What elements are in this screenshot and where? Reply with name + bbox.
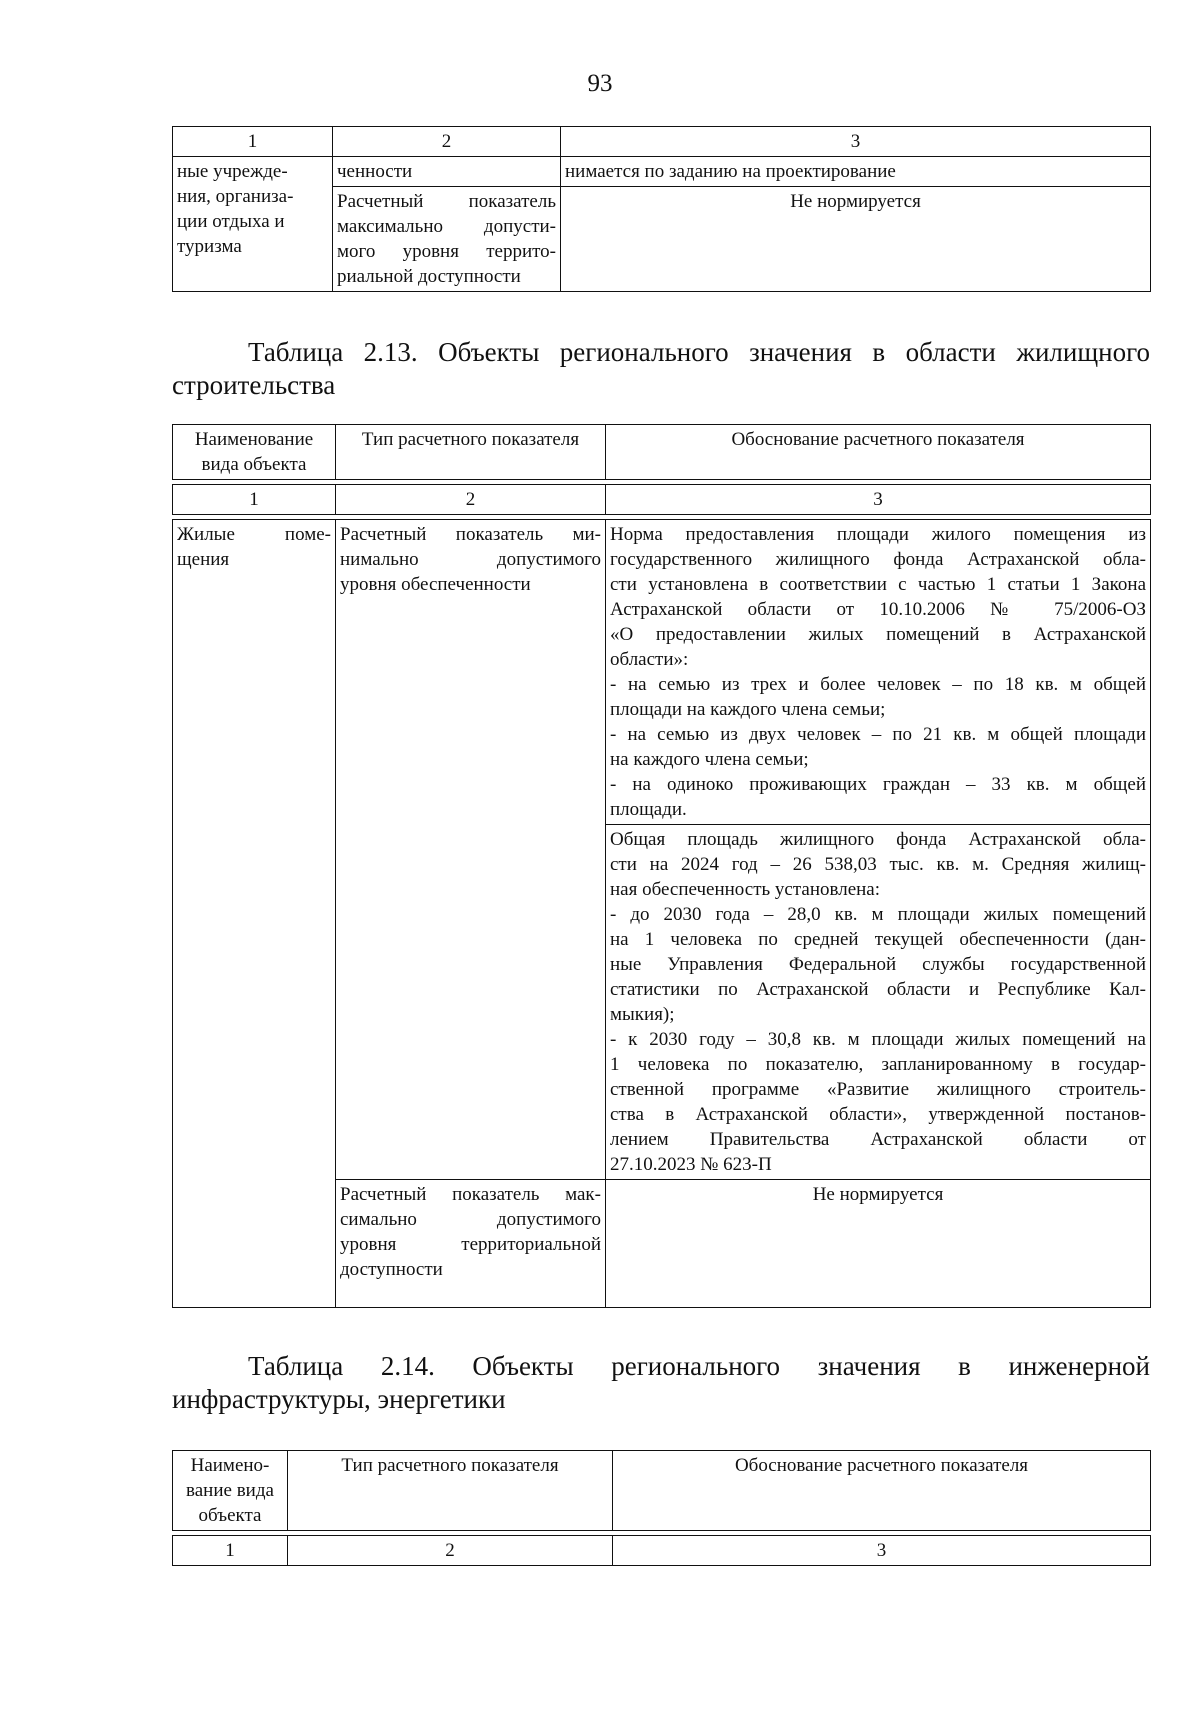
text-line: риальной доступности [337,266,521,287]
text-line: лением Правительства Астраханской области от [610,1129,1146,1150]
header-indicator-type: Тип расчетного показателя [288,1451,613,1531]
basis-cell [606,520,1151,825]
text-line: Жилые поме- [177,524,331,545]
text-line: сти установлена в соответствии с частью 1 статьи 1 Закона [610,574,1146,595]
table-header-row [173,127,1151,157]
column-numbers-row [173,1536,1151,1566]
indicator-cell: ченности [333,157,561,187]
page-number: 93 [587,70,613,97]
text-line: государственного жилищного фонда Астраханской обла- [610,549,1146,570]
text-line: - на семью из трех и более человек – по 18 кв. м общей [610,674,1146,695]
col-number-3: 3 [606,485,1151,515]
text-line: на 1 человека по средней текущей обеспеченности (дан- [610,929,1146,950]
text-line: Общая площадь жилищного фонда Астраханской обла- [610,829,1146,850]
text-line: статистики по Астраханской области и Республике Кал- [610,979,1146,1000]
text-line: ные Управления Федеральной службы государственной [610,954,1146,975]
text-line: - на одиноко проживающих граждан – 33 кв. м общей [610,774,1146,795]
text-line: ная обеспеченность установлена: [610,879,881,900]
text-line: ные учрежде- [177,161,288,182]
table-2-13 [172,424,1151,1308]
text-line: области»: [610,649,689,670]
caption-line: Таблица 2.14. Объекты регионального значения в инженерной [248,1351,1150,1381]
text-line: Норма предоставления площади жилого помещения из [610,524,1146,545]
text-line: - к 2030 году – 30,8 кв. м площади жилых помещений на [610,1029,1146,1050]
text-line: Расчетный показатель мак- [340,1184,601,1205]
text-line: ции отдыха и [177,211,285,232]
header-basis: Обоснование расчетного показателя [606,425,1151,480]
header-indicator-type: Тип расчетного показателя [336,425,606,480]
basis-cell: Не нормируется [561,187,1151,292]
text-line: - до 2030 года – 28,0 кв. м площади жилых помещений [610,904,1146,925]
table-2-14 [172,1450,1151,1566]
table-header-row [173,425,1151,480]
caption-line: строительства [172,370,336,400]
col-number-3: 3 [561,127,1151,157]
text-line: сти на 2024 год – 26 538,03 тыс. кв. м. Средняя жилищ- [610,854,1146,875]
basis-cell [606,825,1151,1180]
text-line: щения [177,549,230,570]
text-line: туризма [177,236,242,257]
text-line: ственной программе «Развитие жилищного строитель- [610,1079,1146,1100]
text-line: уровня территориальной [340,1234,601,1255]
text-line: ния, организа- [177,186,294,207]
object-type-cell [173,157,333,292]
basis-cell: Не нормируется [606,1180,1151,1308]
indicator-cell [336,520,606,1180]
text-line: площади. [610,799,687,820]
indicator-cell [336,1180,606,1308]
text-line: ства в Астраханской области», утвержденной постанов- [610,1104,1146,1125]
col-number-1: 1 [173,1536,288,1566]
text-line: мого уровня террито- [337,241,556,262]
text-line: Расчетный показатель [337,191,556,212]
text-line: Астраханской области от 10.10.2006 № 75/2006-ОЗ [610,599,1146,620]
text-line: уровня обеспеченности [340,574,531,595]
text-line: вание вида [186,1480,274,1501]
text-line: - на семью из двух человек – по 21 кв. м общей площади [610,724,1146,745]
text-line: 27.10.2023 № 623-П [610,1154,772,1175]
header-basis: Обоснование расчетного показателя [613,1451,1151,1531]
col-number-3: 3 [613,1536,1151,1566]
col-number-2: 2 [333,127,561,157]
text-line: «О предоставлении жилых помещений в Астраханской [610,624,1146,645]
text-line: объекта [198,1505,262,1526]
table-continuation [172,126,1151,292]
table-caption-2-13 [172,336,1150,402]
col-number-2: 2 [336,485,606,515]
object-type-cell [173,520,336,1308]
text-line: доступности [340,1259,443,1280]
text-line: Расчетный показатель ми- [340,524,601,545]
indicator-cell [333,187,561,292]
text-line: нимально допустимого [340,549,601,570]
col-number-2: 2 [288,1536,613,1566]
col-number-1: 1 [173,127,333,157]
table-header-row [173,1451,1151,1531]
col-number-1: 1 [173,485,336,515]
text-line: Наимено- [190,1455,270,1476]
basis-cell: нимается по заданию на проектирование [561,157,1151,187]
text-line: на каждого члена семьи; [610,749,809,770]
header-object-name [173,1451,288,1531]
caption-line: Таблица 2.13. Объекты регионального значения в области жилищного [248,337,1150,367]
text-line: симально допустимого [340,1209,601,1230]
table-caption-2-14 [172,1350,1150,1416]
table-row [173,520,1151,825]
text-line: максимально допусти- [337,216,556,237]
header-object-name: Наименование вида объекта [173,425,336,480]
text-line: мыкия); [610,1004,675,1025]
column-numbers-row [173,485,1151,515]
text-line: площади на каждого члена семьи; [610,699,886,720]
caption-line: инфраструктуры, энергетики [172,1384,506,1414]
table-row [173,157,1151,187]
text-line: 1 человека по показателю, запланированному в государ- [610,1054,1146,1075]
